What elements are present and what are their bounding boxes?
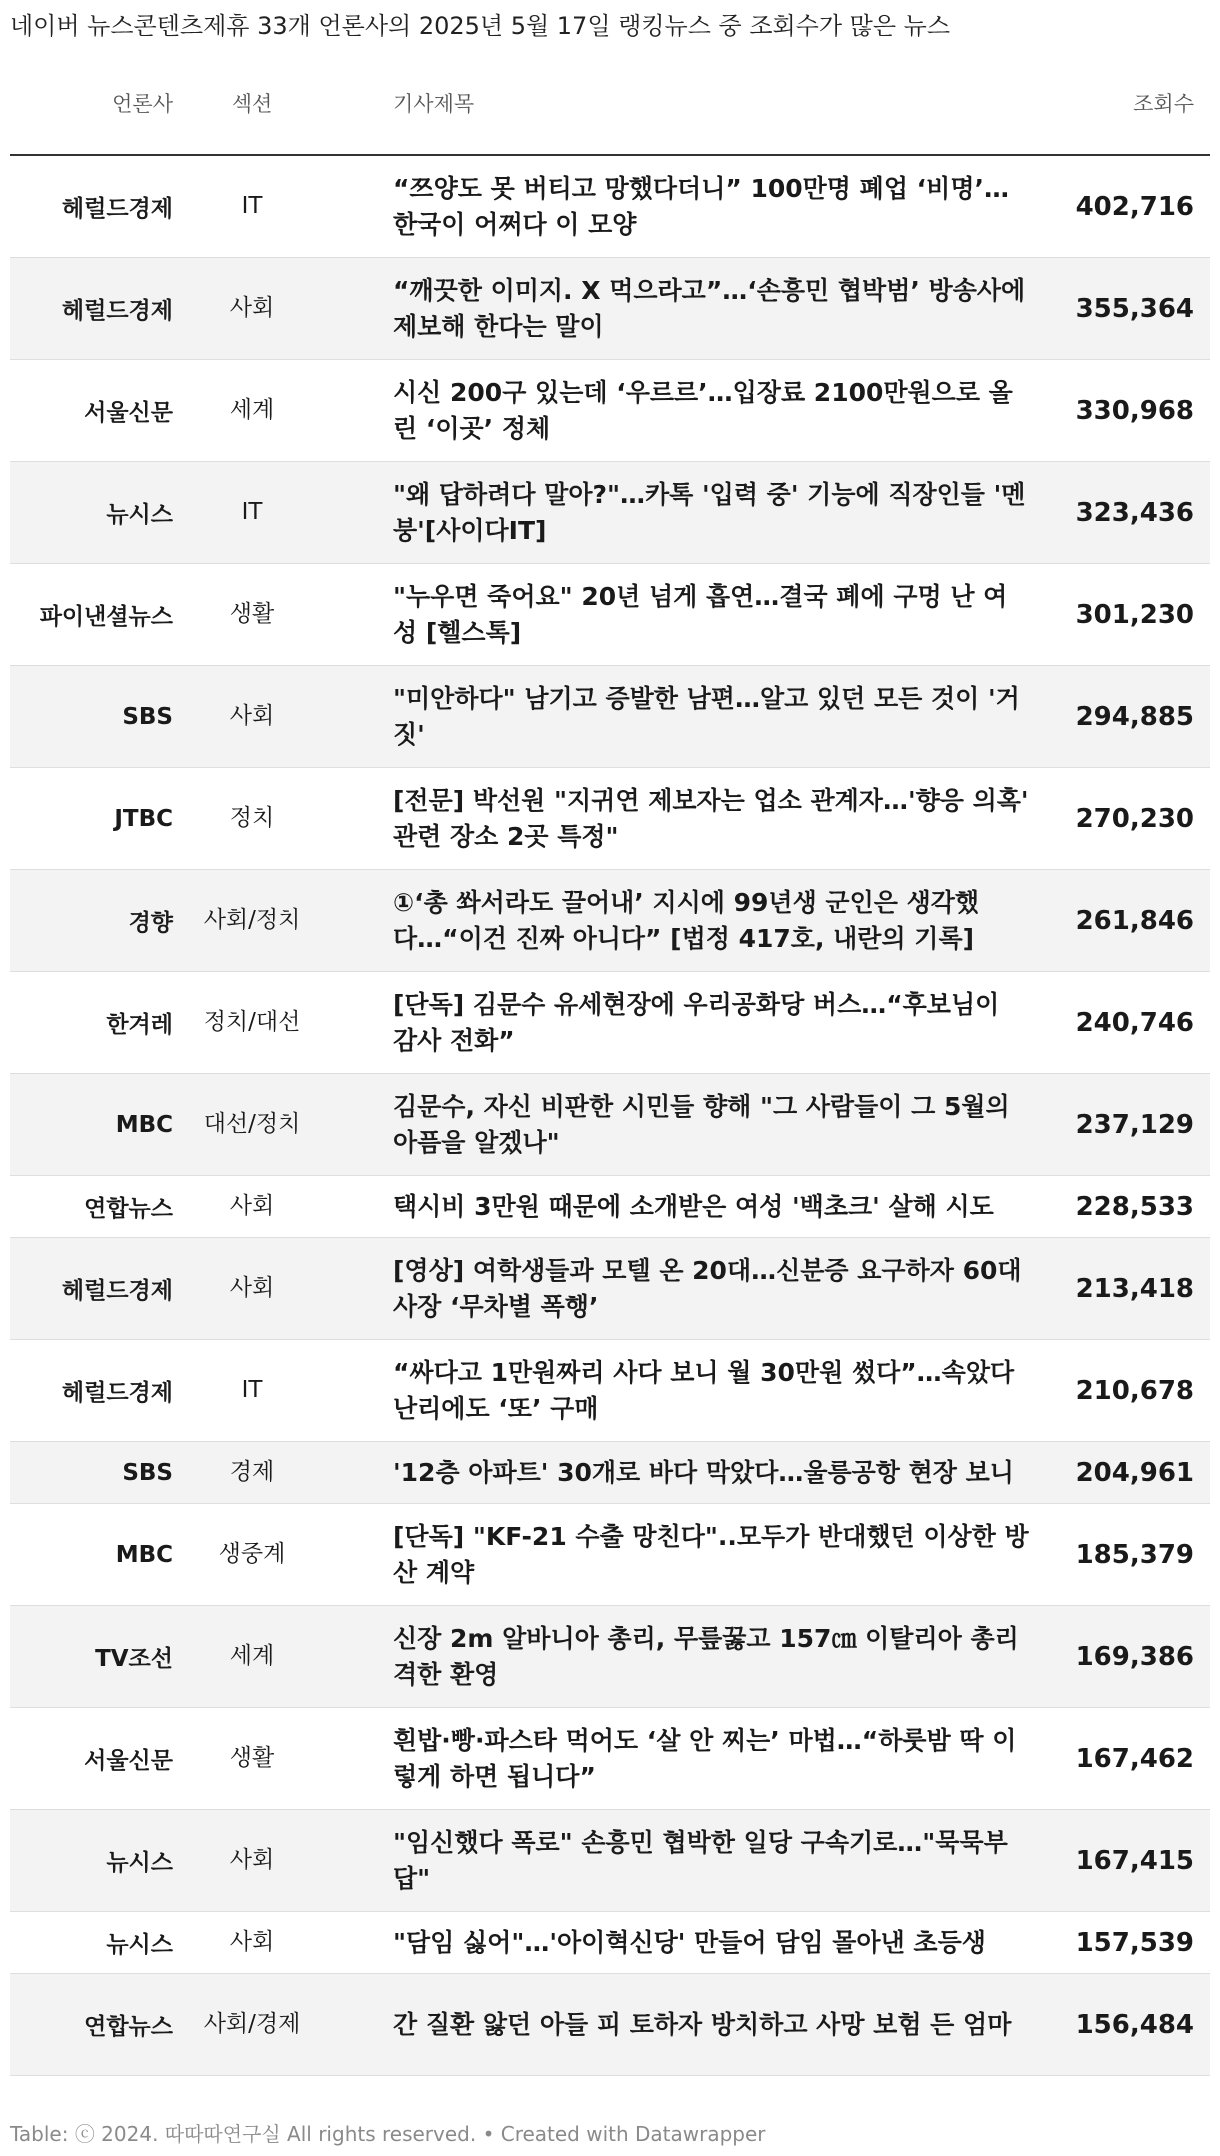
cell-views: 185,379 [1075,1539,1194,1570]
cell-section: 생중계 [218,1541,286,1568]
table-row[interactable] [10,1238,1210,1340]
table-row[interactable] [10,1340,1210,1442]
cell-publisher: 파이낸셜뉴스 [39,604,173,630]
cell-section: 세계 [229,1643,275,1670]
cell-views: 167,415 [1075,1845,1194,1876]
table-row[interactable] [10,564,1210,666]
cell-section: IT [241,499,263,526]
table-row[interactable] [10,1708,1210,1810]
table-footer: Table: ⓒ 2024. 따따따연구실 All rights reserved. • Created with Datawrapper [10,2122,766,2146]
cell-section: 사회 [229,1847,275,1874]
column-header-section[interactable]: 섹션 [231,92,273,116]
cell-section: IT [241,1377,263,1404]
cell-publisher: SBS [122,1459,173,1486]
table-row[interactable] [10,258,1210,360]
cell-section: 사회/경제 [203,2011,301,2038]
cell-views: 157,539 [1075,1927,1194,1958]
cell-views: 156,484 [1075,2009,1194,2040]
cell-publisher: 헤럴드경제 [61,1278,173,1304]
cell-section: 세계 [229,397,275,424]
cell-headline: 신장 2m 알바니아 총리, 무릎꿇고 157㎝ 이탈리아 총리 격한 환영 [393,1624,1019,1689]
cell-publisher: 헤럴드경제 [61,196,173,222]
cell-views: 210,678 [1075,1375,1194,1406]
cell-headline: "누우면 죽어요" 20년 넘게 흡연…결국 폐에 구멍 난 여성 [헬스톡] [393,582,1008,647]
cell-headline: [전문] 박선원 "지귀연 제보자는 업소 관계자…'향응 의혹' 관련 장소 2곳 특정" [393,786,1029,851]
cell-publisher: 뉴시스 [106,502,173,528]
cell-publisher: 한겨레 [106,1012,173,1038]
cell-publisher: 경향 [128,910,173,936]
cell-section: 사회 [229,1275,275,1302]
cell-publisher: JTBC [114,805,173,832]
cell-headline: "왜 답하려다 말아?"…카톡 '입력 중' 기능에 직장인들 '멘붕'[사이다IT] [393,480,1026,545]
table-row[interactable] [10,1074,1210,1176]
cell-publisher: MBC [115,1541,173,1568]
table-row[interactable] [10,1606,1210,1708]
table-header [10,52,1210,156]
cell-views: 228,533 [1075,1191,1194,1222]
cell-section: 사회/정치 [203,907,301,934]
table-row[interactable] [10,1912,1210,1974]
cell-headline: "미안하다" 남기고 증발한 남편…알고 있던 모든 것이 '거짓' [393,684,1020,749]
cell-headline: [영상] 여학생들과 모텔 온 20대…신분증 요구하자 60대 사장 ‘무차별 폭행’ [393,1256,1022,1321]
table-row[interactable] [10,666,1210,768]
cell-publisher: MBC [115,1111,173,1138]
cell-views: 240,746 [1075,1007,1194,1038]
cell-section: 사회 [229,1193,275,1220]
table-body [10,156,1210,2076]
cell-views: 169,386 [1075,1641,1194,1672]
table-title: 네이버 뉴스콘텐츠제휴 33개 언론사의 2025년 5월 17일 랭킹뉴스 중 조회수가 많은 뉴스 [10,12,951,40]
cell-headline: “깨끗한 이미지. X 먹으라고”…‘손흥민 협박범’ 방송사에 제보해 한다는 말이 [393,276,1026,341]
column-header-publisher[interactable]: 언론사 [112,92,173,116]
cell-headline: “싸다고 1만원짜리 사다 보니 월 30만원 썼다”…속았다 난리에도 ‘또’ 구매 [393,1358,1015,1423]
cell-section: 정치 [229,805,275,832]
cell-views: 294,885 [1075,701,1194,732]
cell-section: 정치/대선 [203,1009,301,1036]
cell-publisher: SBS [122,703,173,730]
cell-publisher: 뉴시스 [106,1932,173,1958]
table-row[interactable] [10,462,1210,564]
cell-publisher: 서울신문 [84,400,173,426]
cell-headline: 김문수, 자신 비판한 시민들 향해 "그 사람들이 그 5월의 아픔을 알겠나" [393,1092,1010,1157]
cell-publisher: 뉴시스 [106,1850,173,1876]
cell-views: 237,129 [1075,1109,1194,1140]
cell-section: 생활 [229,1745,275,1772]
table-row[interactable] [10,768,1210,870]
cell-section: 사회 [229,295,275,322]
table-row[interactable] [10,870,1210,972]
cell-headline: “쯔양도 못 버티고 망했다더니” 100만명 폐업 ‘비명’…한국이 어쩌다 이 모양 [393,174,1009,239]
cell-headline: [단독] 김문수 유세현장에 우리공화당 버스…“후보님이 감사 전화” [393,990,1000,1055]
cell-headline: [단독] "KF-21 수출 망친다"..모두가 반대했던 이상한 방산 계약 [393,1522,1029,1587]
cell-headline: "임신했다 폭로" 손흥민 협박한 일당 구속기로…"묵묵부답" [393,1828,1008,1893]
cell-section: 대선/정치 [203,1111,301,1138]
cell-publisher: 서울신문 [84,1748,173,1774]
cell-views: 213,418 [1075,1273,1194,1304]
cell-headline: "담임 싫어"…'아이혁신당' 만들어 담임 몰아낸 초등생 [393,1927,986,1957]
column-header-headline[interactable]: 기사제목 [393,92,475,116]
cell-section: 생활 [229,601,275,628]
cell-views: 270,230 [1075,803,1194,834]
table-row[interactable] [10,1176,1210,1238]
cell-headline: ①‘총 쏴서라도 끌어내’ 지시에 99년생 군인은 생각했다…“이건 진짜 아니다” [법정 417호, 내란의 기록] [393,888,980,953]
cell-publisher: 헤럴드경제 [61,298,173,324]
cell-section: 경제 [229,1459,275,1486]
cell-views: 261,846 [1075,905,1194,936]
cell-views: 167,462 [1075,1743,1194,1774]
table-row[interactable] [10,1442,1210,1504]
cell-views: 402,716 [1075,191,1194,222]
table-row[interactable] [10,1974,1210,2076]
cell-section: IT [241,193,263,220]
table-row[interactable] [10,972,1210,1074]
cell-headline: 간 질환 앓던 아들 피 토하자 방치하고 사망 보험 든 엄마 [393,2009,1012,2039]
cell-publisher: 연합뉴스 [84,2014,173,2040]
cell-headline: 시신 200구 있는데 ‘우르르’…입장료 2100만원으로 올린 ‘이곳’ 정체 [393,378,1013,443]
cell-publisher: 헤럴드경제 [61,1380,173,1406]
cell-views: 301,230 [1075,599,1194,630]
cell-headline: '12층 아파트' 30개로 바다 막았다…울릉공항 현장 보니 [393,1457,1014,1487]
table-row[interactable] [10,156,1210,258]
cell-views: 330,968 [1075,395,1194,426]
table-row[interactable] [10,1504,1210,1606]
table-row[interactable] [10,360,1210,462]
column-header-views[interactable]: 조회수 [1133,92,1194,116]
cell-views: 204,961 [1075,1457,1194,1488]
cell-section: 사회 [229,703,275,730]
cell-publisher: TV조선 [95,1646,173,1672]
cell-publisher: 연합뉴스 [84,1196,173,1222]
table-row[interactable] [10,1810,1210,1912]
cell-views: 323,436 [1075,497,1194,528]
cell-views: 355,364 [1075,293,1194,324]
cell-section: 사회 [229,1929,275,1956]
cell-headline: 흰밥·빵·파스타 먹어도 ‘살 안 찌는’ 마법…“하룻밤 딱 이렇게 하면 됩니다” [393,1726,1017,1791]
cell-headline: 택시비 3만원 때문에 소개받은 여성 '백초크' 살해 시도 [393,1191,994,1221]
